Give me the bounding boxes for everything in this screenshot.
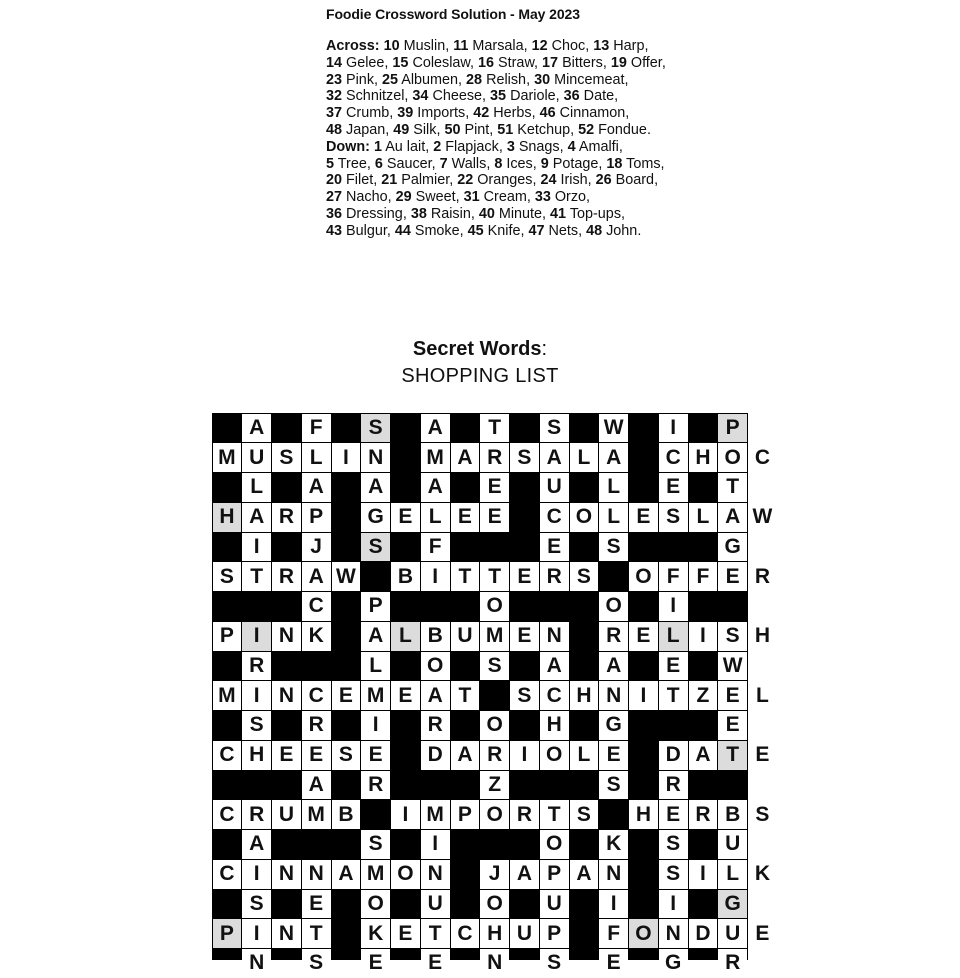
secret-words-label: Secret Words: [412, 338, 542, 360]
grid-cell: A: [540, 443, 569, 472]
grid-cell: A: [451, 741, 480, 770]
down-answer: 44 Smoke,: [394, 222, 464, 239]
grid-cell: P: [451, 800, 480, 829]
across-answer: 46 Cinnamon,: [539, 105, 630, 122]
grid-cell: P: [302, 503, 331, 532]
grid-cell: R: [540, 562, 569, 591]
grid-cell: I: [242, 919, 271, 948]
grid-cell: U: [540, 473, 569, 502]
down-answer: 18 Toms,: [606, 155, 665, 172]
grid-cell: L: [599, 473, 628, 502]
grid-cell: S: [540, 949, 569, 978]
down-answer: 45 Knife,: [467, 222, 525, 239]
grid-cell: S: [272, 443, 301, 472]
across-answer: 17 Bitters,: [542, 54, 607, 71]
grid-cell: H: [540, 711, 569, 740]
grid-cell: J: [480, 860, 509, 889]
across-answer: 48 Japan,: [326, 121, 390, 138]
grid-cell: N: [599, 860, 628, 889]
grid-cell: I: [242, 860, 271, 889]
down-answer: 48 John.: [586, 222, 642, 239]
grid-cell: L: [599, 503, 628, 532]
grid-cell: I: [659, 414, 688, 443]
grid-cell: O: [480, 800, 509, 829]
grid-cell: O: [480, 890, 509, 919]
grid-cell: E: [361, 741, 390, 770]
grid-cell: U: [451, 622, 480, 651]
grid-cell: A: [332, 860, 361, 889]
secret-words-answer: SHOPPING LIST: [401, 365, 559, 387]
grid-cell: H: [748, 622, 777, 651]
down-answer: 20 Filet,: [326, 172, 378, 189]
grid-cell: C: [302, 681, 331, 710]
across-answer: 36 Date,: [563, 88, 619, 105]
across-answer: 16 Straw,: [478, 54, 539, 71]
grid-cell: A: [421, 473, 450, 502]
grid-cell: F: [421, 533, 450, 562]
grid-cell: L: [689, 503, 718, 532]
grid-cell: M: [302, 800, 331, 829]
grid-cell: L: [718, 860, 747, 889]
grid-cell: O: [540, 830, 569, 859]
grid-cell: A: [361, 622, 390, 651]
grid-cell: S: [510, 443, 539, 472]
grid-cell: D: [689, 919, 718, 948]
grid-cell: O: [718, 443, 747, 472]
grid-cell: N: [242, 949, 271, 978]
grid-cell: N: [272, 622, 301, 651]
down-answer: 9 Potage,: [540, 155, 603, 172]
grid-cell: T: [242, 562, 271, 591]
grid-cell: K: [361, 919, 390, 948]
grid-cell: S: [540, 414, 569, 443]
grid-cell: S: [361, 830, 390, 859]
grid-cell: D: [421, 741, 450, 770]
grid-cell: I: [332, 443, 361, 472]
grid-cell: M: [480, 622, 509, 651]
grid-cell: O: [480, 711, 509, 740]
down-answer: 40 Minute,: [478, 205, 547, 222]
grid-cell: P: [213, 622, 242, 651]
grid-cell: S: [659, 830, 688, 859]
grid-cell: S: [718, 622, 747, 651]
crossword-grid: [212, 413, 773, 975]
grid-cell: I: [421, 562, 450, 591]
down-answer: 33 Orzo,: [534, 189, 591, 206]
grid-cell: H: [570, 681, 599, 710]
grid-cell: E: [718, 711, 747, 740]
solution-title: Foodie Crossword Solution - May 2023: [326, 6, 580, 22]
grid-cell: E: [332, 681, 361, 710]
grid-cell: A: [421, 414, 450, 443]
grid-cell: G: [659, 949, 688, 978]
grid-cell: A: [510, 860, 539, 889]
down-answer: 2 Flapjack,: [433, 138, 503, 155]
grid-cell: C: [213, 860, 242, 889]
grid-cell: Z: [480, 771, 509, 800]
grid-cell: H: [629, 800, 658, 829]
across-answer: 23 Pink,: [326, 71, 379, 88]
grid-cell: R: [599, 622, 628, 651]
grid-cell: U: [718, 830, 747, 859]
grid-cell: E: [391, 919, 420, 948]
grid-cell: H: [689, 443, 718, 472]
grid-cell: S: [242, 711, 271, 740]
grid-cell: N: [421, 860, 450, 889]
grid-cell: L: [659, 622, 688, 651]
grid-cell: A: [451, 443, 480, 472]
down-answer: 43 Bulgur,: [326, 222, 391, 239]
grid-cell: H: [480, 919, 509, 948]
grid-cell: N: [272, 860, 301, 889]
grid-cell: C: [540, 503, 569, 532]
grid-cell: O: [391, 860, 420, 889]
grid-cell: L: [748, 681, 777, 710]
grid-cell: A: [302, 473, 331, 502]
across-answer: 42 Herbs,: [473, 105, 536, 122]
grid-cell: D: [659, 741, 688, 770]
across-answer: 14 Gelee,: [326, 54, 389, 71]
grid-cell: E: [599, 949, 628, 978]
grid-cell: I: [599, 890, 628, 919]
across-answer: 10 Muslin,: [383, 38, 450, 54]
grid-cell: G: [599, 711, 628, 740]
grid-cell: E: [659, 473, 688, 502]
grid-cell: R: [272, 503, 301, 532]
grid-cell: A: [242, 503, 271, 532]
grid-cell: L: [302, 443, 331, 472]
grid-cell: T: [302, 919, 331, 948]
grid-cell: T: [718, 473, 747, 502]
grid-cell: P: [540, 860, 569, 889]
grid-cell: E: [391, 681, 420, 710]
grid-cell: N: [272, 919, 301, 948]
grid-cell: I: [242, 622, 271, 651]
down-answer: 4 Amalfi,: [567, 138, 623, 155]
grid-cell: O: [599, 592, 628, 621]
grid-cell: I: [361, 711, 390, 740]
grid-cell: L: [361, 652, 390, 681]
down-answer: 8 Ices,: [494, 155, 537, 172]
grid-cell: S: [361, 533, 390, 562]
grid-cell: T: [480, 562, 509, 591]
down-answer: 24 Irish,: [540, 172, 592, 189]
grid-cell: I: [689, 622, 718, 651]
grid-cell: R: [689, 800, 718, 829]
across-answer: 11 Marsala,: [453, 38, 528, 54]
grid-cell: S: [748, 800, 777, 829]
grid-cell: E: [480, 503, 509, 532]
grid-cell: I: [689, 860, 718, 889]
grid-cell: B: [421, 622, 450, 651]
grid-cell: N: [480, 949, 509, 978]
grid-cell: G: [718, 533, 747, 562]
grid-cell: N: [659, 919, 688, 948]
grid-cell: R: [480, 443, 509, 472]
grid-cell: T: [659, 681, 688, 710]
grid-cell: S: [332, 741, 361, 770]
grid-cell: E: [748, 741, 777, 770]
grid-cell: C: [213, 800, 242, 829]
grid-cell: P: [718, 414, 747, 443]
grid-cell: E: [718, 681, 747, 710]
grid-cell: I: [659, 592, 688, 621]
down-answer: 6 Saucer,: [374, 155, 436, 172]
across-answer: 37 Crumb,: [326, 105, 394, 122]
grid-cell: T: [451, 562, 480, 591]
grid-cell: P: [361, 592, 390, 621]
grid-cell: P: [540, 919, 569, 948]
grid-cell: R: [242, 652, 271, 681]
down-answer: 41 Top-ups,: [550, 205, 626, 222]
grid-cell: K: [302, 622, 331, 651]
grid-cell: W: [748, 503, 777, 532]
grid-cell: E: [540, 533, 569, 562]
grid-cell: N: [361, 443, 390, 472]
grid-cell: E: [599, 741, 628, 770]
grid-cell: E: [659, 652, 688, 681]
grid-cell: M: [213, 681, 242, 710]
grid-cell: N: [540, 622, 569, 651]
across-answer: 12 Choc,: [531, 38, 590, 54]
crossword-solution: [326, 6, 666, 240]
grid-cell: S: [510, 681, 539, 710]
grid-cell: K: [748, 860, 777, 889]
grid-cell: A: [599, 652, 628, 681]
grid-cell: A: [361, 473, 390, 502]
grid-cell: U: [272, 800, 301, 829]
grid-cell: O: [629, 919, 658, 948]
grid-cell: C: [540, 681, 569, 710]
grid-cell: E: [480, 473, 509, 502]
grid-cell: O: [480, 592, 509, 621]
grid-cell: E: [451, 503, 480, 532]
down-answer: 22 Oranges,: [457, 172, 537, 189]
grid-cell: F: [599, 919, 628, 948]
grid-cell: E: [510, 562, 539, 591]
grid-cell: M: [421, 800, 450, 829]
grid-cell: C: [213, 741, 242, 770]
grid-cell: E: [302, 890, 331, 919]
down-answer: 31 Cream,: [463, 189, 531, 206]
grid-cell: E: [510, 622, 539, 651]
across-answer: 51 Ketchup,: [497, 121, 575, 138]
down-answer: 3 Snags,: [506, 138, 564, 155]
grid-cell: S: [659, 503, 688, 532]
grid-cell: T: [540, 800, 569, 829]
grid-cell: N: [599, 681, 628, 710]
grid-cell: E: [421, 949, 450, 978]
grid-cell: P: [213, 919, 242, 948]
grid-cell: G: [718, 890, 747, 919]
grid-cell: B: [718, 800, 747, 829]
grid-cell: E: [659, 800, 688, 829]
grid-cell: A: [242, 830, 271, 859]
grid-cell: U: [421, 890, 450, 919]
grid-cell: S: [302, 949, 331, 978]
down-answer: 5 Tree,: [326, 155, 371, 172]
grid-cell: E: [272, 741, 301, 770]
grid-cell: R: [748, 562, 777, 591]
across-answer: 28 Relish,: [466, 71, 531, 88]
grid-cell: E: [629, 622, 658, 651]
section-label: Across:: [326, 38, 380, 54]
grid-cell: C: [302, 592, 331, 621]
grid-cell: A: [689, 741, 718, 770]
grid-cell: A: [421, 681, 450, 710]
secret-words-heading: [0, 338, 960, 361]
grid-cell: A: [242, 414, 271, 443]
grid-cell: U: [242, 443, 271, 472]
grid-cell: I: [242, 681, 271, 710]
across-answer: 50 Pint,: [444, 121, 494, 138]
grid-cell: M: [213, 443, 242, 472]
down-answer: 38 Raisin,: [410, 205, 475, 222]
grid-cell: L: [391, 622, 420, 651]
grid-cell: W: [718, 652, 747, 681]
grid-cell: I: [391, 800, 420, 829]
down-answer: 36 Dressing,: [326, 205, 407, 222]
grid-cell: A: [302, 562, 331, 591]
across-answer: 39 Imports,: [397, 105, 470, 122]
down-answer: 7 Walls,: [439, 155, 491, 172]
grid-cell: E: [302, 741, 331, 770]
grid-cell: O: [361, 890, 390, 919]
grid-cell: T: [421, 919, 450, 948]
grid-cell: R: [272, 562, 301, 591]
grid-cell: R: [242, 800, 271, 829]
grid-cell: I: [242, 533, 271, 562]
grid-cell: L: [242, 473, 271, 502]
secret-words-colon: :: [541, 338, 548, 360]
grid-cell: E: [748, 919, 777, 948]
grid-cell: S: [213, 562, 242, 591]
grid-cell: M: [361, 860, 390, 889]
grid-cell: R: [480, 741, 509, 770]
across-answer: 25 Albumen,: [382, 71, 463, 88]
across-answer: 13 Harp,: [593, 38, 649, 54]
grid-cell: S: [242, 890, 271, 919]
grid-cell: E: [361, 949, 390, 978]
grid-cell: A: [302, 771, 331, 800]
grid-cell: B: [332, 800, 361, 829]
grid-cell: J: [302, 533, 331, 562]
grid-cell: R: [302, 711, 331, 740]
grid-cell: F: [689, 562, 718, 591]
grid-cell: H: [213, 503, 242, 532]
grid-cell: M: [361, 681, 390, 710]
grid-cell: I: [659, 890, 688, 919]
grid-cell: S: [599, 771, 628, 800]
grid-cell: I: [421, 830, 450, 859]
grid-cell: K: [599, 830, 628, 859]
grid-cell: F: [302, 414, 331, 443]
grid-cell: O: [629, 562, 658, 591]
across-answer: 30 Mincemeat,: [534, 71, 629, 88]
grid-cell: L: [421, 503, 450, 532]
grid-cell: S: [570, 800, 599, 829]
grid-cell: C: [659, 443, 688, 472]
grid-cell: R: [510, 800, 539, 829]
grid-cell: S: [480, 652, 509, 681]
grid-cell: M: [421, 443, 450, 472]
across-answer: 34 Cheese,: [412, 88, 487, 105]
grid-cell: H: [242, 741, 271, 770]
grid-cell: A: [540, 652, 569, 681]
across-answer: 15 Coleslaw,: [392, 54, 475, 71]
grid-cell: E: [629, 503, 658, 532]
grid-cell: O: [540, 741, 569, 770]
grid-cell: S: [570, 562, 599, 591]
across-answer: 49 Silk,: [393, 121, 441, 138]
across-answer: 19 Offer,: [610, 54, 666, 71]
grid-cell: E: [718, 562, 747, 591]
down-answer: 29 Sweet,: [395, 189, 460, 206]
grid-cell: R: [361, 771, 390, 800]
grid-cell: O: [570, 503, 599, 532]
grid-cell: W: [599, 414, 628, 443]
grid-cell: C: [451, 919, 480, 948]
solution-answers: [326, 38, 666, 240]
across-answer: 35 Dariole,: [490, 88, 560, 105]
section-label: Down:: [326, 138, 370, 155]
grid-cell: L: [570, 741, 599, 770]
grid-cell: R: [421, 711, 450, 740]
grid-cell: A: [570, 860, 599, 889]
across-answer: 32 Schnitzel,: [326, 88, 409, 105]
grid-cell: N: [302, 860, 331, 889]
grid-cell: I: [510, 741, 539, 770]
grid-cell: I: [629, 681, 658, 710]
grid-cell: S: [361, 414, 390, 443]
grid-cell: U: [540, 890, 569, 919]
grid-cell: O: [421, 652, 450, 681]
grid-cell: R: [718, 949, 747, 978]
grid-cell: G: [361, 503, 390, 532]
grid-cell: S: [659, 860, 688, 889]
down-answer: 27 Nacho,: [326, 189, 392, 206]
grid-cell: C: [748, 443, 777, 472]
grid-cell: N: [272, 681, 301, 710]
grid-cell: R: [659, 771, 688, 800]
down-answer: 47 Nets,: [528, 222, 583, 239]
across-answer: 52 Fondue.: [578, 121, 651, 138]
grid-cell: B: [391, 562, 420, 591]
grid-cell: U: [718, 919, 747, 948]
down-answer: 26 Board,: [595, 172, 659, 189]
grid-cell: U: [510, 919, 539, 948]
grid-cell: S: [599, 533, 628, 562]
grid-cell: T: [480, 414, 509, 443]
grid-cell: Z: [689, 681, 718, 710]
grid-cell: L: [570, 443, 599, 472]
grid-cell: T: [718, 741, 747, 770]
down-answer: 1 Au lait,: [373, 138, 430, 155]
down-answer: 21 Palmier,: [381, 172, 454, 189]
grid-cell: W: [332, 562, 361, 591]
grid-cell: A: [599, 443, 628, 472]
grid-cell: F: [659, 562, 688, 591]
grid-cell: A: [718, 503, 747, 532]
grid-cell: T: [451, 681, 480, 710]
grid-cell: E: [391, 503, 420, 532]
